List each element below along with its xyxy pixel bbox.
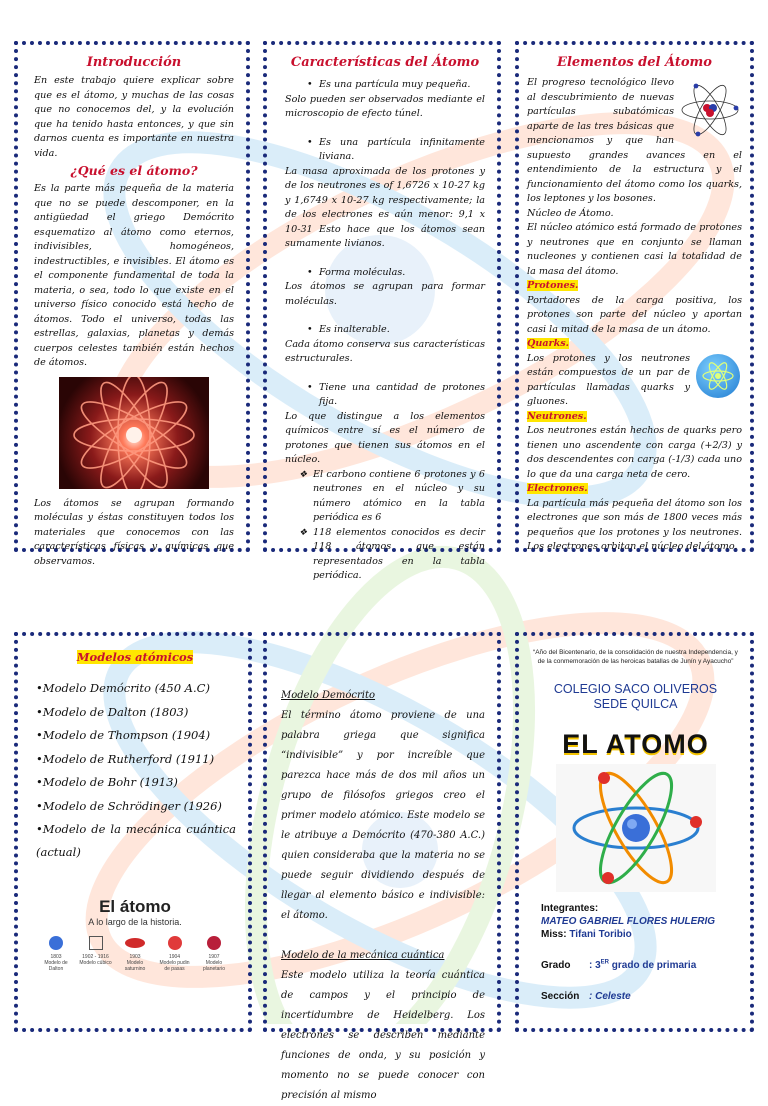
grado-sup: ER [600,960,610,966]
timeline-item-cubico: 1902 - 1916 Modelo cúbico [78,936,114,972]
char-diamond-2: ❖ 118 elementos conocidos es decir 118 átomos que están representados en la tabla periódica. [299,526,485,584]
democrito-heading: Modelo Demócrito [281,690,376,701]
modelos-title: Modelos atómicos [76,650,194,664]
model-item-schrodinger: Modelo de Schrödinger (1926) [42,798,222,813]
char-text-5: Lo que distingue a los elementos químicos entre sí es el número de protones que tienen sus átomos en el núcleo. [285,410,485,465]
model-item-dalton: Modelo de Dalton (1803) [42,704,189,719]
cuantica-heading: Modelo de la mecánica cuántica [281,950,445,961]
what-is-atom-text: Es la parte más pequeña de la materia que no se puede descomponer, en la antigüedad el griego Demócrito esquematizo al átomo como eternos, indivisibles, homogéneos, indestructibles, e invisibles. El átomo es el componente fundamental de toda la materia, o sea, todo lo que existe en el universo físico conocido está hecho de átomos. Todo el universo, todas las estrellas, galaxias, planetas y demás cuerpos celestes también están hechos de átomos. [34,183,234,368]
panel-elementos [515,41,754,552]
char-text-1: Solo pueden ser observados mediante el microscopio de efecto túnel. [285,93,485,119]
cover-atom-image [556,764,716,892]
what-is-atom-title: ¿Qué es el átomo? [70,163,198,178]
panel-caracteristicas [263,41,501,581]
intro-title: Introducción [86,55,182,70]
timeline-item-planetario: 1907 Modelo planetario [196,936,232,972]
molecules-text: Los átomos se agrupan formando moléculas y éstas constituyen todos los materiales que conocemos con las características físicas y químicas que observamos. [34,497,234,567]
panel-portada [515,632,754,1032]
protones-heading: Protones. [527,280,579,291]
quarks-text: Los protones y los neutrones están compuestos de un par de partículas llamadas quarks y gluones. [527,352,690,407]
miss-name: Tifani Toribio [569,929,632,940]
char-bullet-4: • Es inalterable. [307,323,485,338]
char-text-3: Los átomos se agrupan para formar moléculas. [285,281,485,307]
char-text-4: Cada átomo conserva sus características estructurales. [285,338,485,364]
seccion-value: : Celeste [589,991,631,1003]
protones-text: Portadores de la carga positiva, los protones son parte del núcleo y aportan casi la mitad de la masa de un átomo. [527,294,742,335]
elementos-title: Elementos del Átomo [557,55,712,70]
atom-history-image [34,898,236,972]
school-sede: SEDE QUILCA [593,697,678,711]
atom-diagram-image [678,80,742,142]
grado-prefix: : 3 [589,960,601,972]
history-subtitle: A lo largo de la historia. [88,917,182,927]
student-name: MATEO GABRIEL FLORES HULERIG [541,916,716,927]
seccion-label: Sección [541,991,580,1003]
timeline-item-saturnino: 1903 Modelo saturnino [117,936,153,972]
model-item-rutherford: Modelo de Rutherford (1911) [42,751,215,766]
grado-label: Grado [541,960,571,972]
char-text-2: La masa aproximada de los protones y de los neutrones es of 1,6726 x 10-27 kg y 1,6749 x 10-27 kg respectivamente; la de los electrones es aún menor: 9,1 x 10-31 Esto hace que los átomos sean sumamente livianos. [285,165,485,249]
cuantica-text: Este modelo utiliza la teoría cuántica de campos y el principio de incertidumbre de Heidelberg. Los electrones se describen mediante funciones de onda, y su posición y momento no se puede conocer con precisión al mismo [281,970,485,1101]
caracteristicas-title: Características del Átomo [290,55,480,70]
atom-glow-image [59,377,209,489]
timeline-item-pudin: 1904 Modelo pudin de pasas [157,936,193,972]
panel-modelos-detalle [263,632,501,1101]
miss-label: Miss: [541,929,567,940]
quarks-heading: Quarks. [527,338,569,349]
char-diamond-1: ❖ El carbono contiene 6 protones y 6 neutrones en el núcleo y su número atómico en la tabla periódica es 6 [299,468,485,526]
cover-title: EL ATOMO [562,729,709,759]
nucleo-text: El núcleo atómico está formado de protones y neutrones que en conjunto se llaman nucleones y contienen casi la totalidad de la masa del átomo. [527,222,742,277]
char-bullet-1: • Es una partícula muy pequeña. [307,78,485,93]
grado-value: grado de primaria [609,960,697,972]
electrones-heading: Electrones. [527,483,588,494]
quarks-atom-icon [696,354,740,398]
panel-introduccion [14,41,250,567]
model-item-bohr: Modelo de Bohr (1913) [42,775,178,789]
democrito-text: El término átomo proviene de una palabra griega que significa “indivisible” y por increíble que parezca hace más de dos mil años un grupo de filósofos griegos creo el primer modelo atómico. Este modelo se le atribuye a Demócrito (470-380 A.C.) quien consideraba que la materia no se puede seguir dividiendo después de llegar al elemento básico e indivisible: el átomo. [281,710,485,921]
model-item-cuantica: Modelo de la mecánica cuántica (actual) [36,822,236,859]
timeline-item-dalton: 1803 Modelo de Dalton [38,936,74,972]
intro-text: En este trabajo quiere explicar sobre que es el átomo, y muchas de las cosas que no conocemos del, y la evolución que ha tenido hasta entonces, y que sin darnos cuenta es importante en nuestra vida. [34,75,234,159]
nucleo-heading: Núcleo de Átomo. [527,207,614,219]
neutrones-heading: Neutrones. [527,410,587,422]
elementos-intro: El progreso tecnológico llevo al descubrimiento de nuevas partículas subatómicas aparte de las tres básicas que mencionamos y que han supuesto grandes avances en el entendimiento de la estructura y el funcionamiento del átomo como los quarks, los leptones y los bosones. [527,77,742,204]
char-bullet-2: • Es una partícula infinitamente liviana. [307,136,485,165]
cover-motto: “Año del Bicentenario, de la consolidación de nuestra Independencia, y de la conmemoración de las heroicas batallas de Junín y Ayacucho” [533,649,738,665]
panel-modelos [14,632,252,1032]
models-list: •Modelo Demócrito (450 A.C) •Modelo de Dalton (1803) •Modelo de Thompson (1904) •Modelo de Rutherford (1911) •Modelo de Bohr (1913) •Modelo de Schrödinger (1926) •Modelo de la mecánica cuántica (actual) [36,681,236,859]
model-item-thompson: Modelo de Thompson (1904) [42,728,211,742]
history-title: El átomo [99,897,171,916]
electrones-text: La partícula más pequeña del átomo son los electrones que son más de 1800 veces más pequeños que los protones y los neutrones. Los electrones orbitan el núcleo del átomo. [527,497,742,552]
model-item-democrito: Modelo Demócrito (450 A.C) [42,681,210,695]
char-bullet-5: • Tiene una cantidad de protones fija. [307,381,485,410]
school-name: COLEGIO SACO OLIVEROS [553,682,718,696]
integrantes-label: Integrantes: [541,903,599,914]
char-bullet-3: • Forma moléculas. [307,266,485,281]
neutrones-text: Los neutrones están hechos de quarks pero tienen uno ascendente con carga (+2/3) y dos descendentes con carga (-1/3) cada uno lo que da una carga neta de cero. [527,425,742,480]
